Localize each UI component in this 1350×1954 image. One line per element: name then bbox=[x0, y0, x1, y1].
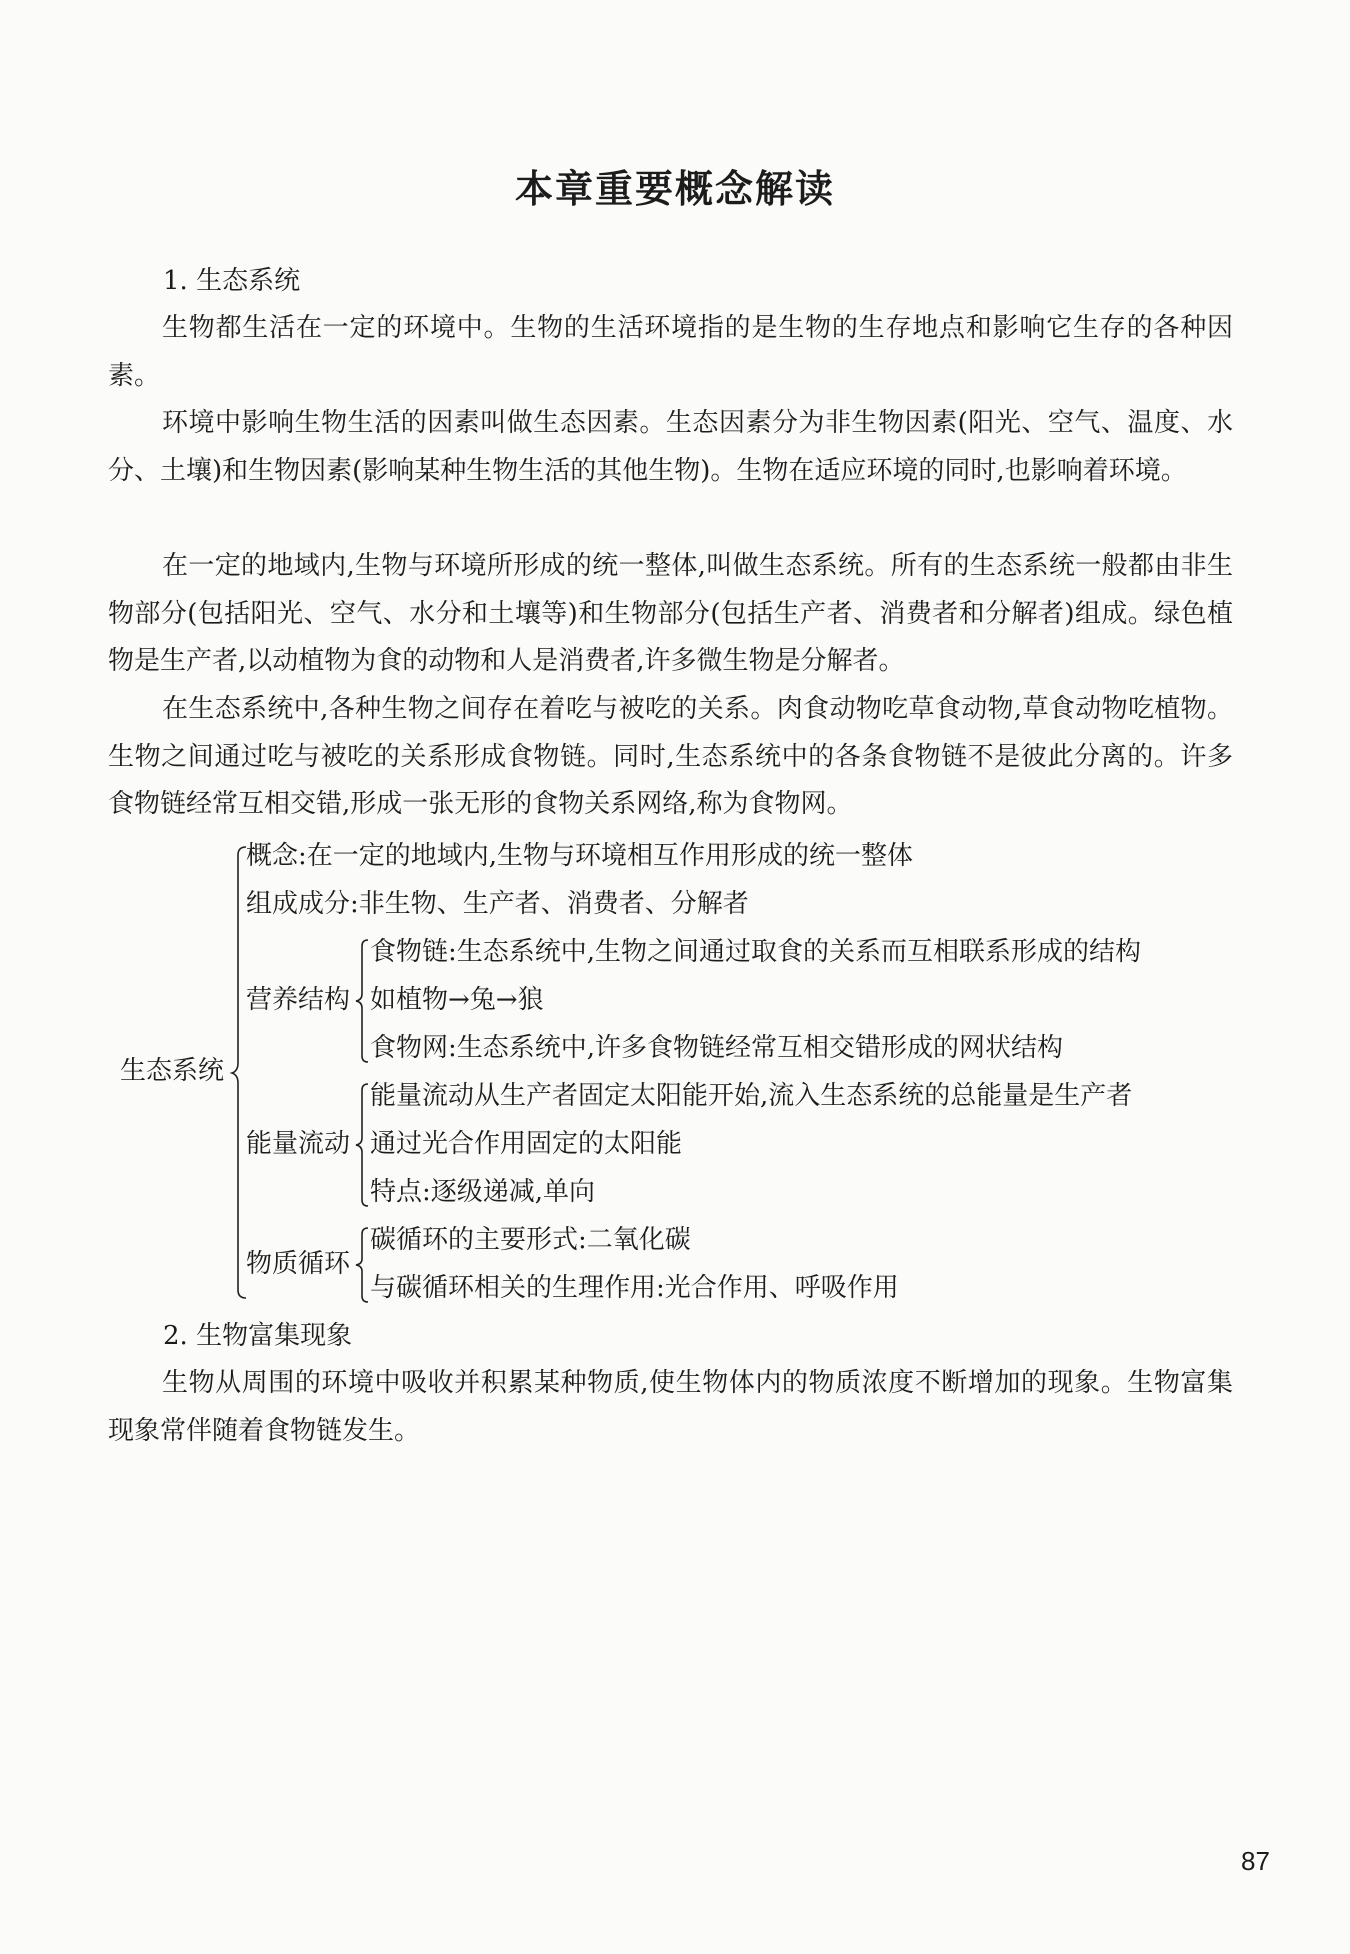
section-1-heading: 1. 生态系统 bbox=[163, 266, 301, 296]
page-number: 87 bbox=[1241, 1846, 1270, 1876]
page-title: 本章重要概念解读 bbox=[514, 167, 835, 211]
nutrition-food-web: 食物网:生态系统中,许多食物链经常互相交错形成的网状结构 bbox=[370, 1033, 1064, 1063]
diagram-nutrition-label: 营养结构 bbox=[246, 985, 351, 1015]
section-2-heading: 2. 生物富集现象 bbox=[163, 1321, 353, 1351]
energy-flow-cont: 通过光合作用固定的太阳能 bbox=[370, 1129, 683, 1159]
nutrition-food-chain: 食物链:生态系统中,生物之间通过取食的关系而互相联系形成的结构 bbox=[370, 937, 1142, 967]
energy-features: 特点:逐级递减,单向 bbox=[370, 1177, 596, 1207]
paragraph-2: 环境中影响生物生活的因素叫做生态因素。生态因素分为非生物因素(阳光、空气、温度、水分、土壤)和生物因素(影响某种生物生活的其他生物)。生物在适应环境的同时,也影响着环境。 bbox=[108, 408, 1233, 486]
paragraph-4: 在生态系统中,各种生物之间存在着吃与被吃的关系。肉食动物吃草食动物,草食动物吃植物。生物之间通过吃与被吃的关系形成食物链。同时,生态系统中的各条食物链不是彼此分离的。许多食物链经常互相交错,形成一张无形的食物关系网络,称为食物网。 bbox=[108, 694, 1233, 820]
diagram-energy-label: 能量流动 bbox=[246, 1129, 351, 1159]
paragraph-1: 生物都生活在一定的环境中。生物的生活环境指的是生物的生存地点和影响它生存的各种因素。 bbox=[108, 313, 1233, 391]
nutrition-example: 如植物→兔→狼 bbox=[370, 985, 544, 1015]
paragraph-5: 生物从周围的环境中吸收并积累某种物质,使生物体内的物质浓度不断增加的现象。生物富集现象常伴随着食物链发生。 bbox=[108, 1368, 1233, 1446]
diagram-matter-label: 物质循环 bbox=[246, 1249, 351, 1279]
diagram-concept: 概念:在一定的地域内,生物与环境相互作用形成的统一整体 bbox=[246, 841, 914, 871]
energy-flow-start: 能量流动从生产者固定太阳能开始,流入生态系统的总能量是生产者 bbox=[370, 1081, 1133, 1111]
diagram-root-label: 生态系统 bbox=[120, 1056, 225, 1086]
matter-carbon-form: 碳循环的主要形式:二氧化碳 bbox=[370, 1225, 691, 1255]
paragraph-3: 在一定的地域内,生物与环境所形成的统一整体,叫做生态系统。所有的生态系统一般都由非生物部分(包括阳光、空气、水分和土壤等)和生物部分(包括生产者、消费者和分解者)组成。绿色植物是生产者,以动植物为食的动物和人是消费者,许多微生物是分解者。 bbox=[108, 551, 1233, 677]
diagram-composition: 组成成分:非生物、生产者、消费者、分解者 bbox=[246, 889, 749, 919]
matter-physiology: 与碳循环相关的生理作用:光合作用、呼吸作用 bbox=[370, 1273, 899, 1303]
